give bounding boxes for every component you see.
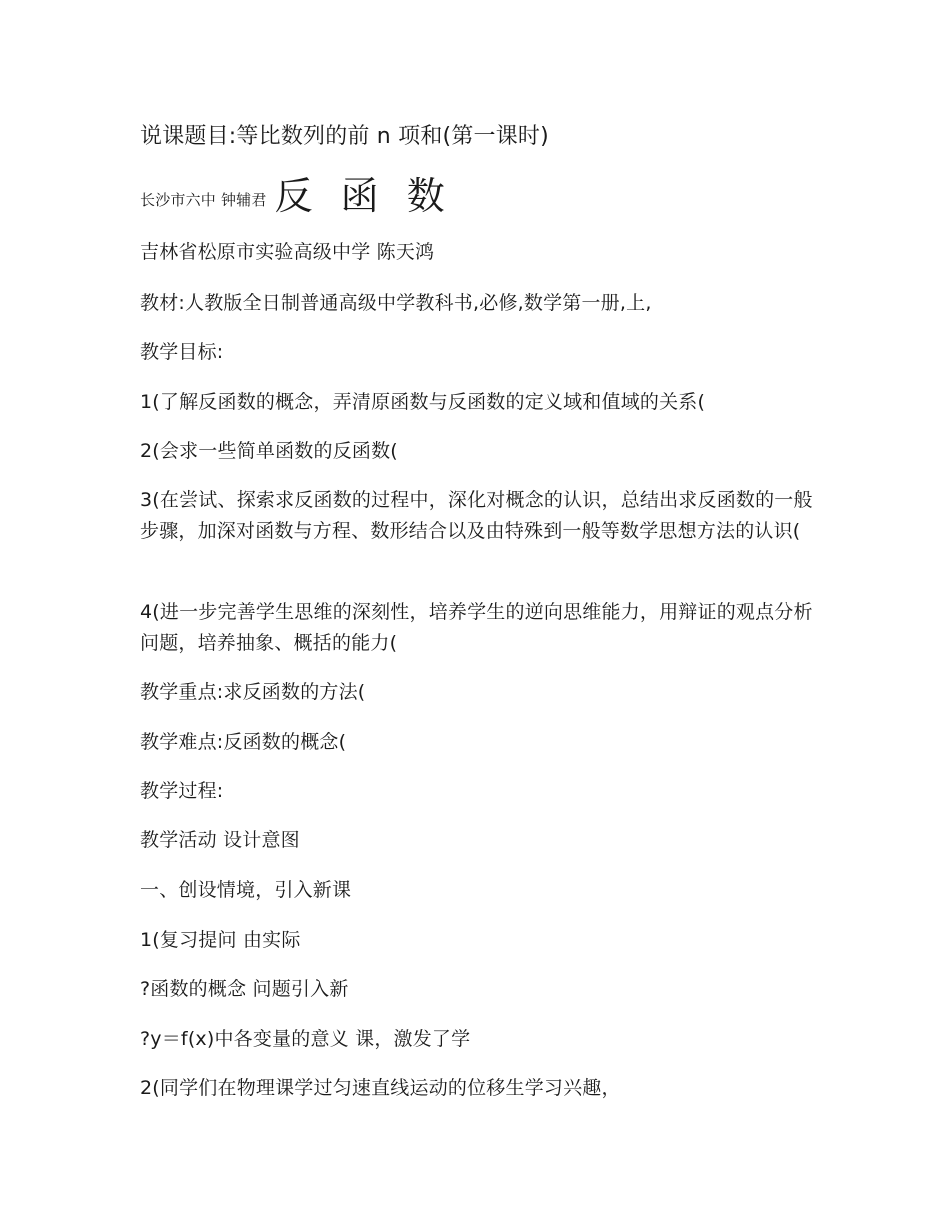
objective-1: 1(了解反函数的概念，弄清原函数与反函数的定义域和值域的关系( (140, 391, 706, 413)
item-q2: ?y＝f(x)中各变量的意义 课，激发了学 (140, 1028, 471, 1050)
columns-line: 教学活动 设计意图 (140, 829, 300, 851)
textbook-line: 教材:人教版全日制普通高级中学教科书,必修,数学第一册,上, (140, 292, 652, 314)
key-point: 教学重点:求反函数的方法( (140, 681, 366, 703)
difficulty: 教学难点:反函数的概念( (140, 731, 347, 753)
item-1: 1(复习提问 由实际 (140, 929, 301, 951)
author-line: 长沙市六中 钟辅君 (140, 191, 267, 209)
objectives-heading: 教学目标: (140, 341, 224, 363)
objective-4: 4(进一步完善学生思维的深刻性，培养学生的逆向思维能力，用辩证的观点分析问题，培养抽象、概括的能力( (140, 601, 813, 654)
school-line: 吉林省松原市实验高级中学 陈天鸿 (140, 241, 435, 263)
process-heading: 教学过程: (140, 780, 224, 802)
item-q1: ?函数的概念 问题引入新 (140, 978, 349, 1000)
objective-2: 2(会求一些简单函数的反函数( (140, 440, 398, 462)
item-2: 2(同学们在物理课学过匀速直线运动的位移生学习兴趣， (140, 1077, 621, 1099)
section-1: 一、创设情境，引入新课 (140, 879, 352, 901)
big-heading: 反 函 数 (274, 174, 453, 218)
author-heading-row (140, 172, 453, 224)
lesson-title: 说课题目:等比数列的前 n 项和(第一课时) (140, 124, 549, 149)
objective-3: 3(在尝试、探索求反函数的过程中，深化对概念的认识，总结出求反函数的一般步骤，加深对函数与方程、数形结合以及由特殊到一般等数学思想方法的认识( (140, 489, 813, 542)
